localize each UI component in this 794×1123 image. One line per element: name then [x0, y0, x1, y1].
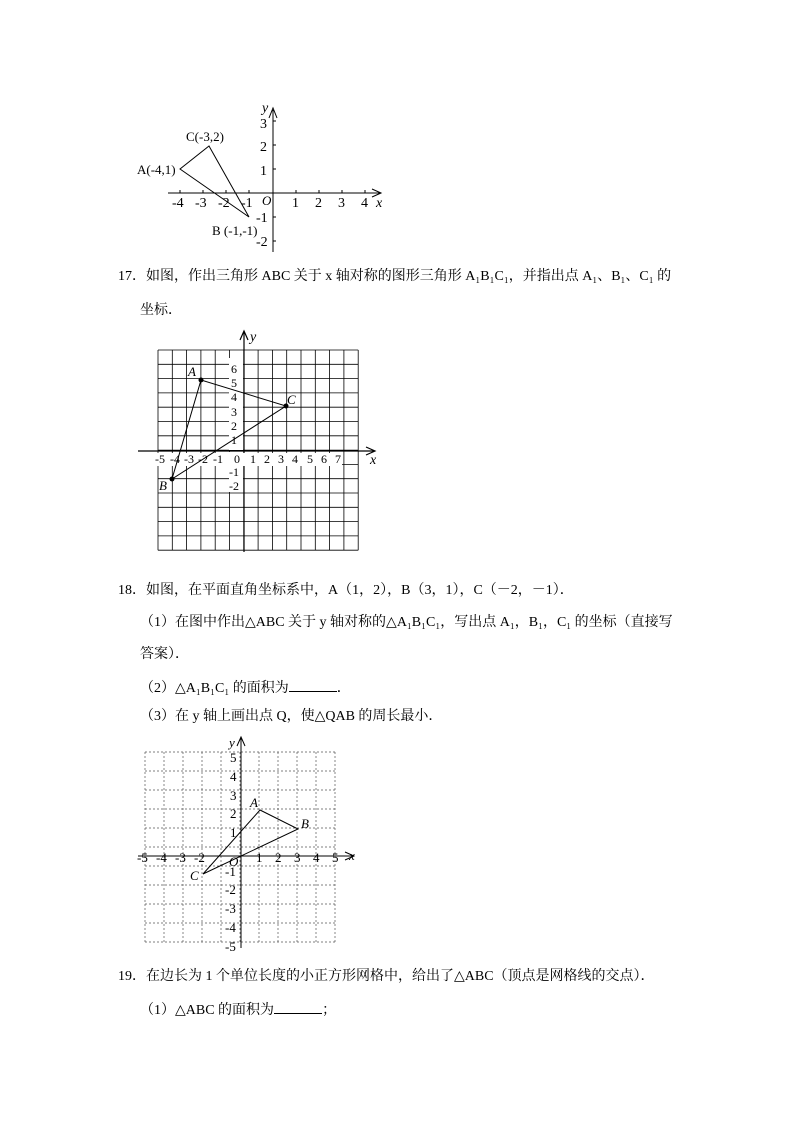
q19-stem: 19．在边长为 1 个单位长度的小正方形网格中，给出了△ABC（顶点是网格线的交点）．	[118, 969, 655, 984]
x-axis-label: x	[370, 453, 377, 468]
y-axis-label: y	[229, 735, 235, 750]
q18-part2-text: （2）△A₁B₁C₁ 的面积为	[140, 681, 289, 696]
y-tick: 5	[231, 376, 237, 390]
y-tick: -2	[229, 479, 239, 493]
q18-part1-line1: （1）在图中作出△ABC 关于 y 轴对称的△A₁B₁C₁，写出点 A₁，B₁，C₁ 的坐标（直接写	[140, 615, 673, 630]
x-tick: 2	[264, 452, 270, 466]
x-tick: -2	[218, 196, 230, 211]
x-tick: -1	[213, 452, 223, 466]
x-tick: 7	[335, 452, 341, 466]
y-tick: -1	[229, 465, 239, 479]
answer-blank[interactable]	[274, 1000, 322, 1014]
x-tick: 2	[315, 196, 322, 211]
x-tick: -3	[195, 196, 207, 211]
x-axis-label: x	[349, 848, 355, 863]
y-tick: 2	[260, 140, 267, 155]
x-tick: 4	[292, 452, 298, 466]
point-b-label: B (-1,-1)	[212, 223, 258, 238]
point-a-label: A	[250, 795, 258, 810]
point-b	[170, 477, 175, 482]
x-tick: -5	[137, 850, 148, 865]
y-tick: 1	[230, 825, 237, 840]
x-tick: 3	[338, 196, 345, 211]
q18-part2-suffix: ．	[336, 681, 351, 696]
x-tick: -3	[175, 850, 186, 865]
q18-part1-line2: 答案）．	[140, 647, 189, 662]
x-tick: 2	[275, 850, 282, 865]
x-axis-label: x	[376, 196, 383, 211]
y-tick-labels	[225, 750, 237, 954]
x-tick: -4	[172, 196, 184, 211]
triangle-abc	[203, 810, 298, 874]
point-a	[199, 378, 204, 383]
q19-part1-text: （1）△ABC 的面积为	[140, 1003, 275, 1018]
x-tick: 4	[313, 850, 320, 865]
x-tick: 5	[307, 452, 313, 466]
x-tick: 1	[250, 452, 256, 466]
point-a-label: A(-4,1)	[137, 162, 176, 177]
y-tick: -2	[225, 882, 236, 897]
y-axis-label: y	[250, 330, 257, 345]
point-c-label: C	[190, 868, 199, 883]
q18-part3: （3）在 y 轴上画出点 Q，使△QAB 的周长最小．	[140, 709, 443, 724]
origin-label: O	[262, 193, 272, 208]
x-tick: 3	[278, 452, 284, 466]
y-tick: 3	[260, 117, 267, 132]
y-tick-labels	[256, 117, 268, 250]
point-b-label: B	[159, 478, 167, 493]
y-tick: -1	[225, 864, 236, 879]
x-tick: 1	[256, 850, 263, 865]
y-tick: 2	[231, 419, 237, 433]
x-tick: 5	[332, 850, 339, 865]
figure-3-grid	[134, 732, 362, 954]
point-c-label: C	[287, 392, 296, 407]
origin-label: O	[229, 854, 239, 869]
y-tick: 5	[230, 750, 237, 765]
q19-part1	[140, 1000, 336, 1020]
y-tick: 4	[230, 769, 237, 784]
x-tick: -5	[155, 452, 165, 466]
y-tick: 2	[230, 806, 237, 821]
triangle-abc	[180, 146, 249, 217]
figure-1-coordinate-plot	[130, 98, 390, 258]
q17-line2: 坐标．	[140, 303, 182, 318]
point-b-label: B	[301, 816, 309, 831]
point-a-label: A	[188, 364, 196, 379]
figure-2-grid	[132, 328, 382, 560]
q18-part2	[140, 678, 351, 698]
x-tick: 1	[292, 196, 299, 211]
y-tick: 6	[231, 362, 237, 376]
q17-line1: 17．如图，作出三角形 ABC 关于 x 轴对称的图形三角形 A₁B₁C₁，并指出点 A₁、B₁、C₁ 的	[118, 269, 672, 284]
y-tick: 1	[231, 433, 237, 447]
x-tick: 0	[234, 452, 240, 466]
x-tick: -1	[241, 196, 253, 211]
x-tick: -2	[198, 452, 208, 466]
x-tick: 3	[294, 850, 301, 865]
y-tick: -1	[256, 211, 268, 226]
x-tick: 6	[321, 452, 327, 466]
y-tick: -4	[225, 920, 236, 935]
x-tick: 4	[361, 196, 368, 211]
q18-stem: 18．如图，在平面直角坐标系中，A（1，2），B（3，1），C（－2，－1）．	[118, 583, 574, 598]
answer-blank[interactable]	[289, 678, 337, 692]
x-tick: -3	[184, 452, 194, 466]
y-tick: 4	[231, 390, 237, 404]
y-tick: 3	[231, 405, 237, 419]
x-tick: -2	[194, 850, 205, 865]
x-tick: -4	[156, 850, 167, 865]
x-tick: -4	[170, 452, 180, 466]
q19-part1-suffix: ；	[322, 1003, 337, 1018]
y-tick: 1	[260, 164, 267, 179]
point-c-label: C(-3,2)	[186, 129, 224, 144]
y-axis-label: y	[262, 101, 269, 116]
y-tick: -5	[225, 939, 236, 954]
y-tick: -2	[256, 235, 268, 250]
y-tick: 3	[230, 788, 237, 803]
y-tick: -3	[225, 901, 236, 916]
